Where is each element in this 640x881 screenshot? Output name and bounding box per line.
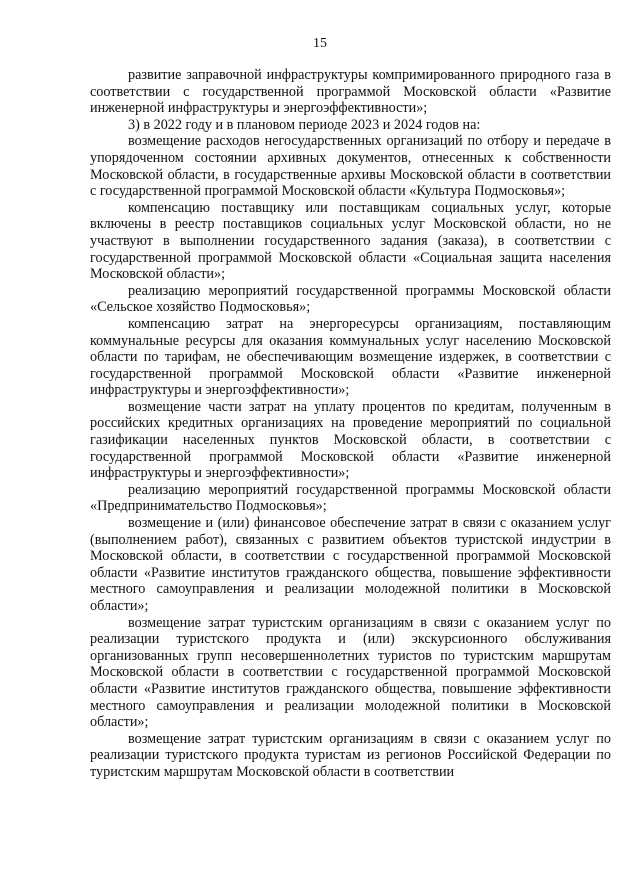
paragraph: компенсацию затрат на энергоресурсы организациям, поставляющим коммунальные ресурсы для оказания коммунальных услуг населению Московской области по тарифам, не обеспечивающим возмещение издержек, в соответствии с государственной программой Московской области «Развитие инженерной инфраструктуры и энергоэффективности»; xyxy=(90,315,611,399)
paragraph: возмещение затрат туристским организациям в связи с оказанием услуг по реализации туристского продукта туристам из регионов Российской Федерации по туристским маршрутам Московской области в соответствии xyxy=(90,730,611,780)
paragraph: возмещение части затрат на уплату процентов по кредитам, полученным в российских кредитных организациях на проведение мероприятий по социальной газификации населенных пунктов Московской области, в соответствии с государственной программой Московской области «Развитие инженерной инфраструктуры и энергоэффективности»; xyxy=(90,398,611,482)
paragraph: компенсацию поставщику или поставщикам социальных услуг, которые включены в реестр поставщиков социальных услуг Московской области, но не участвуют в выполнении государственного задания (заказа), в соответствии с государственной программой Московской области «Социальная защита населения Московской области»; xyxy=(90,199,611,283)
paragraph: 3) в 2022 году и в плановом периоде 2023 и 2024 годов на: xyxy=(128,116,481,133)
paragraph: реализацию мероприятий государственной программы Московской области «Предпринимательство Подмосковья»; xyxy=(90,481,611,515)
paragraph: развитие заправочной инфраструктуры компримированного природного газа в соответствии с государственной программой Московской области «Развитие инженерной инфраструктуры и энергоэффективности»; xyxy=(90,67,611,117)
document-body xyxy=(90,67,611,781)
paragraph: реализацию мероприятий государственной программы Московской области «Сельское хозяйство Подмосковья»; xyxy=(90,282,611,316)
page-number: 15 xyxy=(313,36,327,51)
paragraph: возмещение затрат туристским организациям в связи с оказанием услуг по реализации туристского продукта и (или) экскурсионного обслуживания организованных групп несовершеннолетних туристов по туристским маршрутам Московской области в соответствии с государственной программой Московской области «Развитие институтов гражданского общества, повышение эффективности местного самоуправления и реализации молодежной политики в Московской области»; xyxy=(90,614,611,731)
paragraph: возмещение расходов негосударственных организаций по отбору и передаче в упорядоченном состоянии архивных документов, отнесенных к собственности Московской области, в государственные архивы Московской области в соответствии с государственной программой Московской области «Культура Подмосковья»; xyxy=(90,133,611,200)
paragraph: возмещение и (или) финансовое обеспечение затрат в связи с оказанием услуг (выполнением работ), связанных с развитием объектов туристской индустрии в Московской области, в соответствии с государственной программой Московской области «Развитие институтов гражданского общества, повышение эффективности местного самоуправления и реализации молодежной политики в Московской области»; xyxy=(90,515,611,614)
